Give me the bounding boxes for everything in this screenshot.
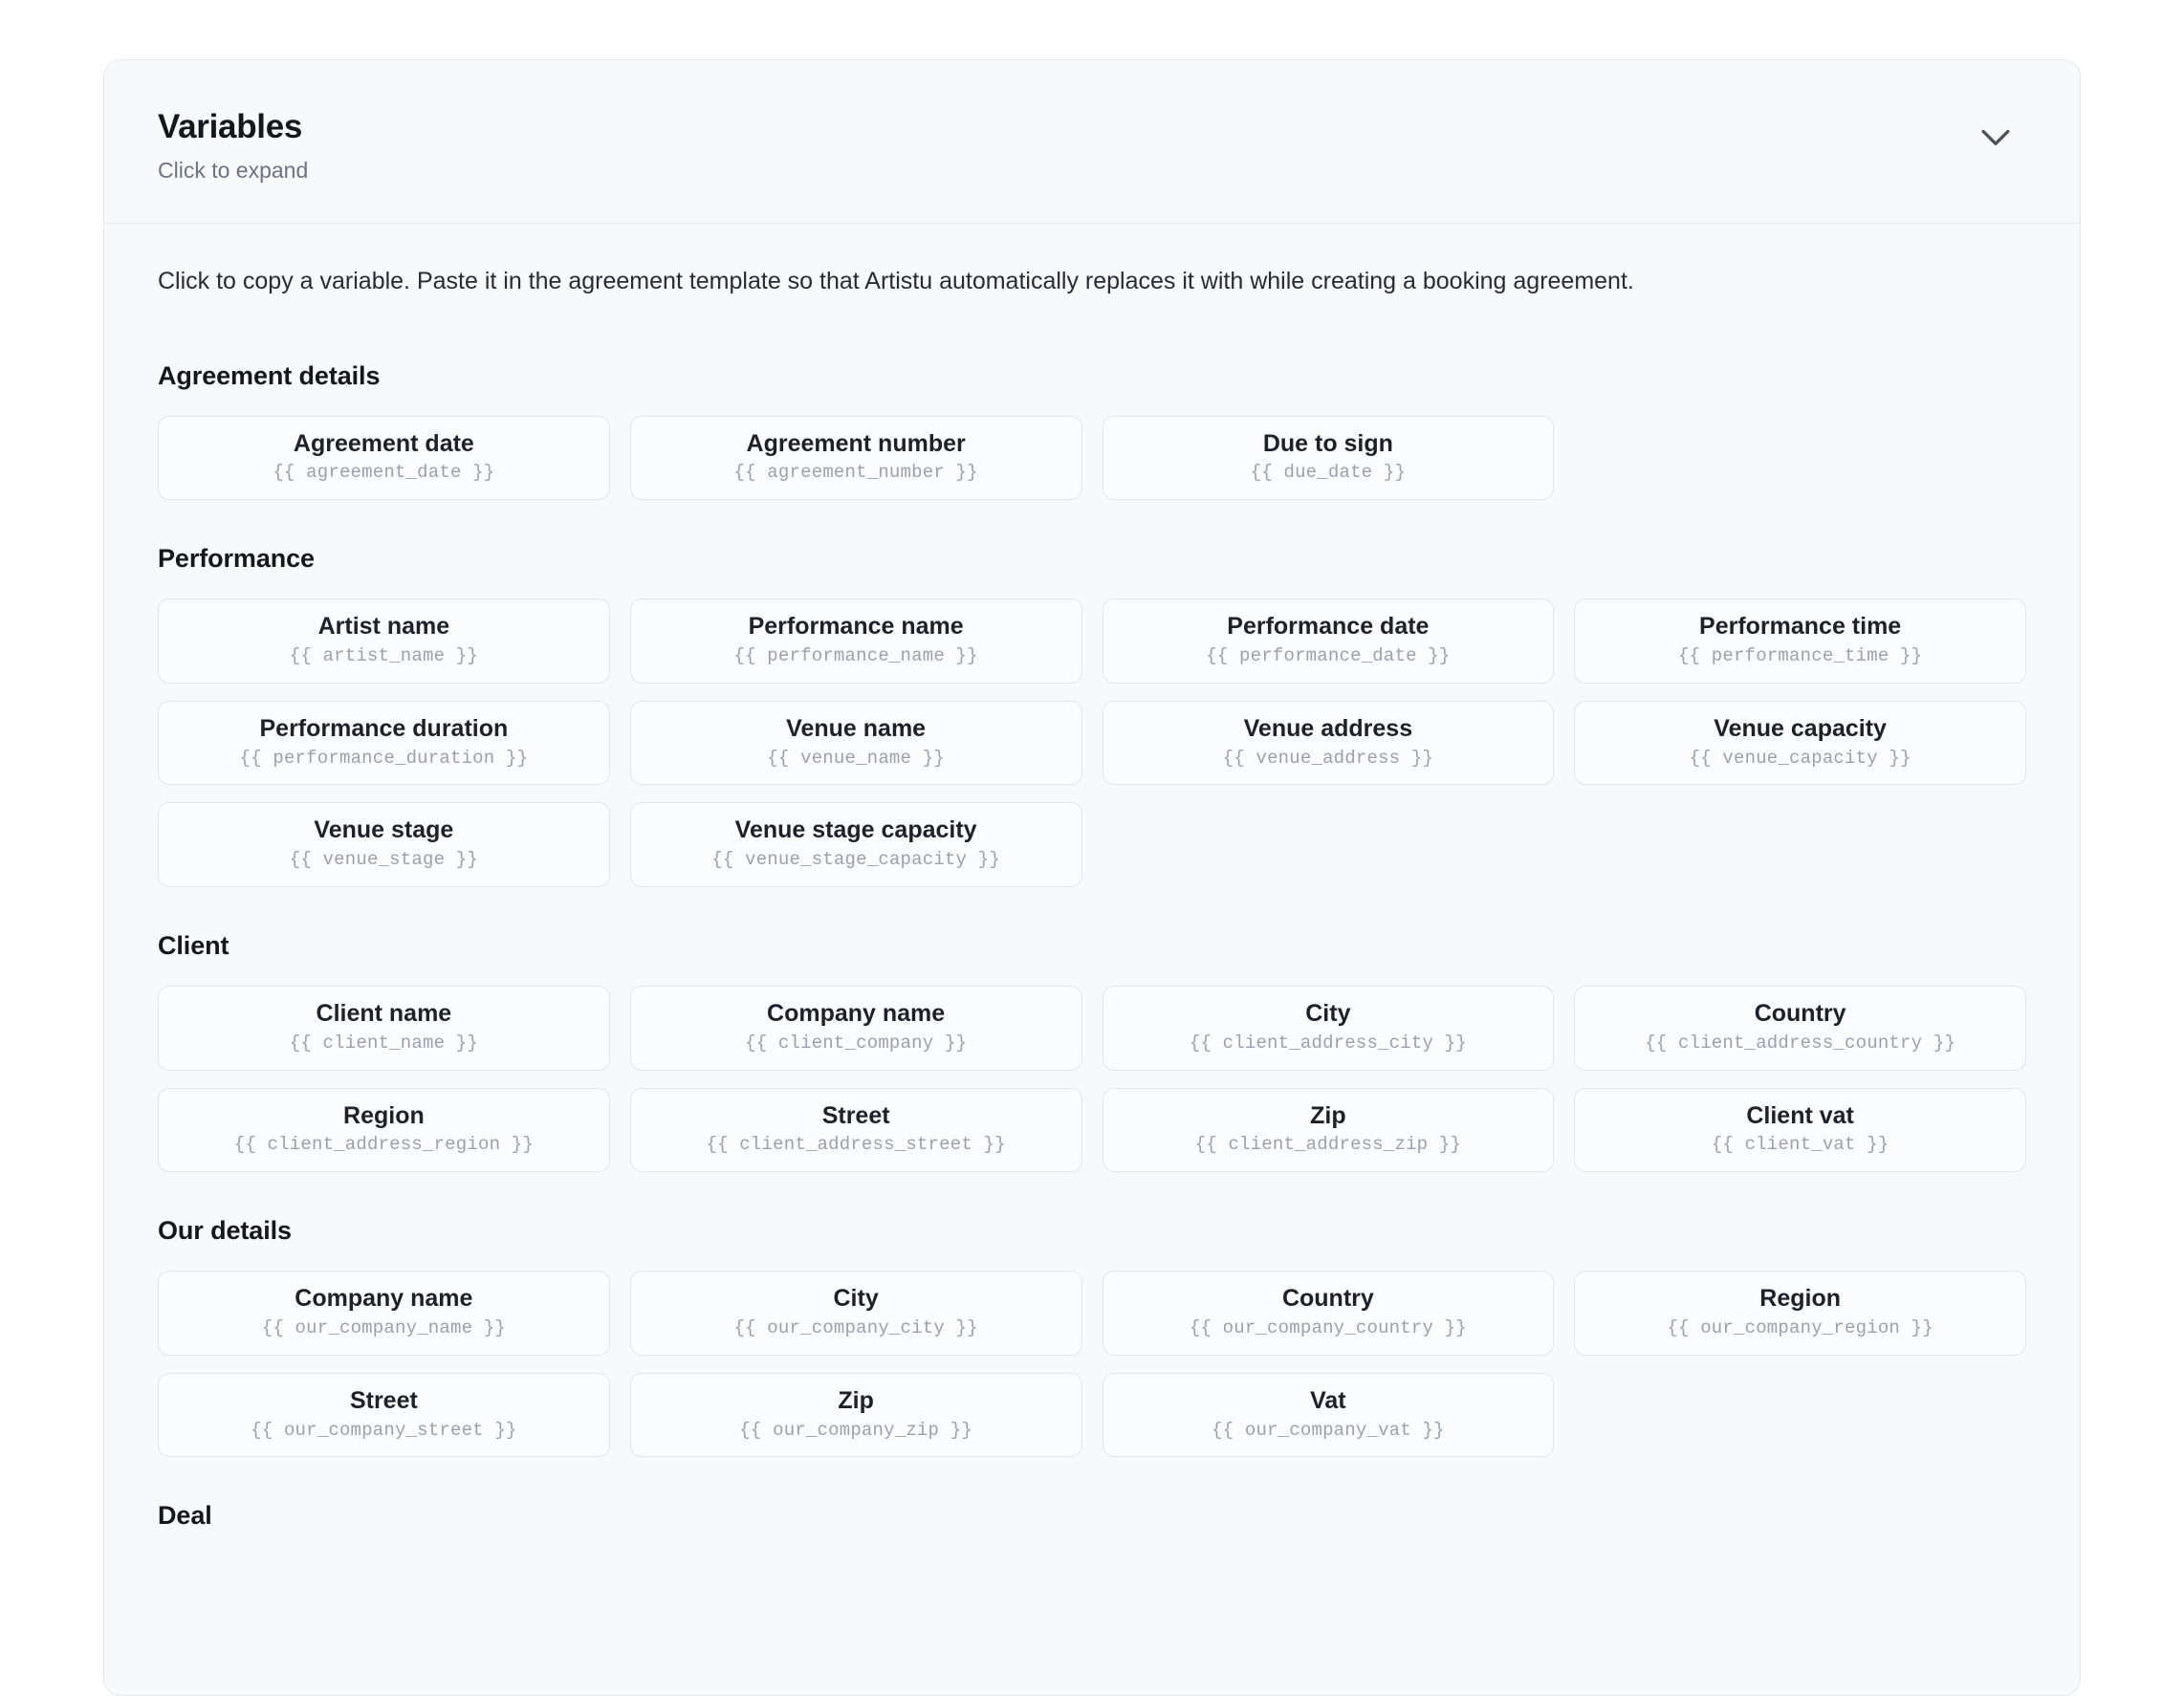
variable-chip[interactable] (158, 986, 610, 1071)
variable-chip[interactable] (630, 986, 1082, 1071)
variable-chip-label: Performance date (1227, 613, 1430, 641)
variable-chip[interactable] (1103, 986, 1555, 1071)
variable-chip-token: {{ venue_stage }} (289, 849, 478, 871)
variable-chip[interactable] (630, 598, 1082, 684)
variable-chip-grid (158, 1271, 2026, 1457)
variable-chip-token: {{ venue_stage_capacity }} (711, 849, 1000, 871)
variable-chip[interactable] (1103, 1271, 1555, 1356)
variable-chip-token: {{ our_company_region }} (1667, 1316, 1933, 1338)
variable-chip-label: Region (1759, 1285, 1841, 1313)
variable-chip-label: Agreement number (746, 429, 966, 457)
variable-chip-label: Venue address (1243, 714, 1413, 742)
variable-group-our-details (158, 1216, 2026, 1457)
variable-chip-label: Street (349, 1386, 418, 1414)
variable-chip-token: {{ our_company_city }} (733, 1316, 978, 1338)
variable-chip-label: Performance time (1699, 613, 1902, 641)
variable-chip[interactable] (1103, 1088, 1555, 1173)
variables-panel-heading-group (158, 108, 308, 185)
variable-chip[interactable] (1103, 1373, 1555, 1458)
group-title: Deal (158, 1501, 212, 1531)
variable-chip[interactable] (1103, 701, 1555, 786)
variable-chip-token: {{ client_address_region }} (233, 1134, 534, 1156)
group-title: Performance (158, 544, 315, 574)
variable-chip[interactable] (158, 802, 610, 887)
variable-chip-token: {{ our_company_street }} (251, 1419, 517, 1441)
variable-chip-token: {{ client_address_street }} (706, 1134, 1006, 1156)
variable-chip-token: {{ client_address_country }} (1645, 1032, 1956, 1054)
variable-chip[interactable] (630, 416, 1082, 501)
variable-chip[interactable] (630, 1373, 1082, 1458)
variable-chip-label: Country (1754, 999, 1846, 1027)
variables-panel (103, 59, 2081, 1696)
variable-chip-grid (158, 986, 2026, 1172)
variable-chip[interactable] (630, 1271, 1082, 1356)
variable-chip-label: Client vat (1746, 1101, 1854, 1129)
variable-chip-label: Region (343, 1101, 425, 1129)
variable-chip-token: {{ client_address_city }} (1189, 1032, 1467, 1054)
variable-chip-grid (158, 416, 2026, 501)
variables-panel-body (104, 224, 2080, 1614)
variable-chip[interactable] (1103, 598, 1555, 684)
variable-chip-label: City (1305, 999, 1351, 1027)
variable-chip-token: {{ performance_date }} (1206, 644, 1451, 666)
variable-chip-token: {{ our_company_country }} (1189, 1316, 1467, 1338)
variable-chip-label: Zip (1310, 1101, 1346, 1129)
variable-chip-label: Company name (295, 1285, 473, 1313)
variable-chip-label: City (833, 1285, 879, 1313)
variable-chip-token: {{ due_date }} (1250, 462, 1407, 484)
variable-chip-token: {{ our_company_zip }} (739, 1419, 972, 1441)
variable-chip[interactable] (630, 701, 1082, 786)
variable-chip-label: Agreement date (293, 429, 474, 457)
variable-chip[interactable] (158, 1373, 610, 1458)
variable-chip[interactable] (1103, 416, 1555, 501)
variable-chip-token: {{ client_name }} (289, 1032, 478, 1054)
variable-chip[interactable] (630, 802, 1082, 887)
variables-panel-header[interactable] (104, 60, 2080, 224)
variable-chip[interactable] (1574, 598, 2026, 684)
variable-chip-label: Venue name (786, 714, 927, 742)
variable-chip[interactable] (158, 598, 610, 684)
variable-chip-label: Country (1281, 1285, 1374, 1313)
variable-chip-grid (158, 598, 2026, 887)
variable-chip-token: {{ venue_address }} (1222, 747, 1434, 769)
variable-chip[interactable] (1574, 1088, 2026, 1173)
variable-group-deal (158, 1501, 2026, 1531)
variable-chip-label: Venue capacity (1714, 714, 1887, 742)
variable-chip[interactable] (630, 1088, 1082, 1173)
variable-chip-label: Artist name (317, 613, 450, 641)
variable-group-performance (158, 544, 2026, 887)
chevron-down-icon[interactable] (1973, 114, 2019, 160)
variable-chip-token: {{ agreement_date }} (273, 462, 495, 484)
variable-chip-label: Street (821, 1101, 890, 1129)
variable-group-agreement-details (158, 361, 2026, 501)
panel-subtitle: Click to expand (158, 158, 309, 184)
variable-chip[interactable] (1574, 986, 2026, 1071)
variable-chip-label: Due to sign (1262, 429, 1393, 457)
variable-group-client (158, 931, 2026, 1172)
group-title: Our details (158, 1216, 292, 1246)
variable-chip-label: Venue stage (314, 816, 454, 844)
group-title: Client (158, 930, 229, 960)
variable-chip-token: {{ client_vat }} (1711, 1134, 1889, 1156)
variable-chip-label: Zip (838, 1386, 874, 1414)
variable-chip-token: {{ client_address_zip }} (1194, 1134, 1462, 1156)
variable-chip[interactable] (158, 1088, 610, 1173)
variable-chip-label: Company name (767, 999, 946, 1027)
variable-chip-label: Vat (1310, 1386, 1346, 1414)
group-title: Agreement details (158, 360, 381, 390)
variable-chip[interactable] (1574, 701, 2026, 786)
variable-chip-token: {{ performance_duration }} (239, 747, 529, 769)
variable-chip[interactable] (158, 1271, 610, 1356)
variable-chip-token: {{ our_company_vat }} (1212, 1419, 1445, 1441)
variable-chip-label: Performance duration (259, 714, 509, 742)
variable-chip-label: Venue stage capacity (734, 816, 977, 844)
variable-chip-token: {{ client_company }} (745, 1032, 968, 1054)
variable-chip-token: {{ performance_time }} (1678, 644, 1923, 666)
variable-chip-token: {{ our_company_name }} (261, 1316, 506, 1338)
variable-chip[interactable] (158, 416, 610, 501)
variable-chip[interactable] (158, 701, 610, 786)
instructions-text: Click to copy a variable. Paste it in the agreement template so that Artistu automatically replaces it with while creating a booking agreement. (158, 267, 1634, 294)
page-title: Variables (158, 108, 303, 145)
variable-chip[interactable] (1574, 1271, 2026, 1356)
variable-chip-token: {{ artist_name }} (289, 644, 478, 666)
variable-chip-token: {{ performance_name }} (733, 644, 978, 666)
variable-chip-token: {{ venue_capacity }} (1689, 747, 1911, 769)
variable-chip-token: {{ agreement_number }} (733, 462, 978, 484)
variable-chip-label: Performance name (748, 613, 964, 641)
variable-chip-token: {{ venue_name }} (767, 747, 945, 769)
variable-chip-label: Client name (316, 999, 452, 1027)
